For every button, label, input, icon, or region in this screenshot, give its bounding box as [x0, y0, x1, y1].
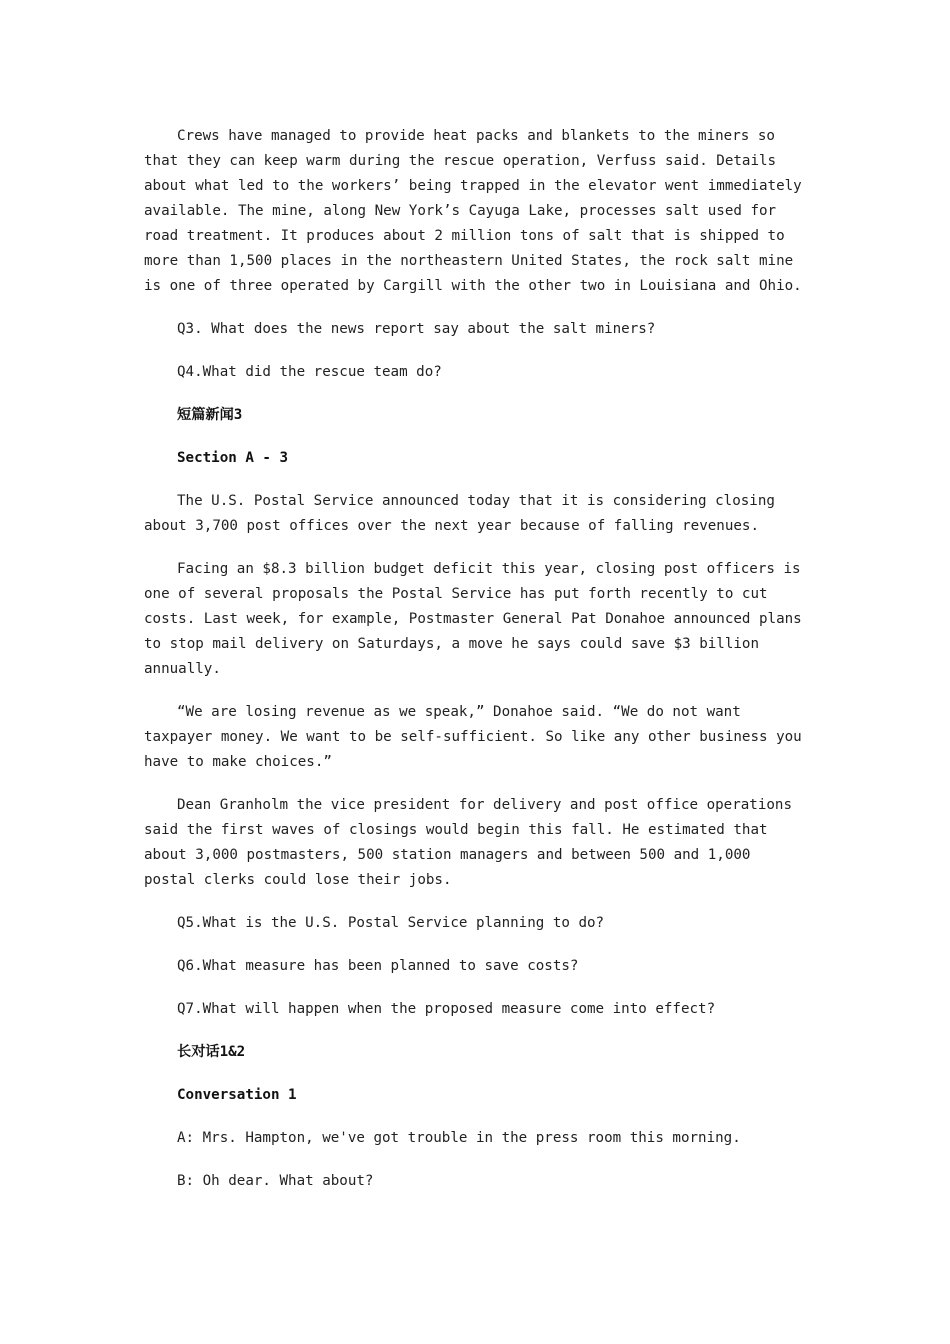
heading-long-conversation: 长对话1&2: [177, 1044, 246, 1060]
question-q6: Q6.What measure has been planned to save costs?: [177, 958, 579, 974]
heading-section-a-3: Section A - 3: [177, 450, 289, 466]
paragraph-granholm: Dean Granholm the vice president for delivery and post office operations said the first waves of closings would begin this fall. He estimated that about 3,000 postmasters, 500 station managers and between 500 and 1,000 postal clerks could lose their jobs.: [144, 797, 792, 888]
heading-short-news-3: 短篇新闻3: [177, 407, 243, 423]
paragraph-rescue-details: Crews have managed to provide heat packs and blankets to the miners so that they can keep warm during the rescue operation, Verfuss said. Details about what led to the workers’ being trapped in the elevator went immediately available. The mine, along New York’s Cayuga Lake, processes salt used for road treatment. It produces about 2 million tons of salt that is shipped to more than 1,500 places in the northeastern United States, the rock salt mine is one of three operated by Cargill with the other two in Louisiana and Ohio.: [144, 128, 802, 294]
paragraph-postal-announcement: The U.S. Postal Service announced today that it is considering closing about 3,700 post offices over the next year because of falling revenues.: [144, 493, 775, 534]
dialogue-line-b: B: Oh dear. What about?: [177, 1173, 374, 1189]
question-q5: Q5.What is the U.S. Postal Service planning to do?: [177, 915, 605, 931]
document-page: [144, 124, 810, 1212]
question-q4: Q4.What did the rescue team do?: [177, 364, 442, 380]
paragraph-budget-deficit: Facing an $8.3 billion budget deficit this year, closing post officers is one of several proposals the Postal Service has put forth recently to cut costs. Last week, for example, Postmaster General Pat Donahoe announced plans to stop mail delivery on Saturdays, a move he says could save $3 billion annually.: [144, 561, 802, 677]
heading-conversation-1: Conversation 1: [177, 1087, 297, 1103]
question-q7: Q7.What will happen when the proposed measure come into effect?: [177, 1001, 716, 1017]
question-q3: Q3. What does the news report say about the salt miners?: [177, 321, 656, 337]
paragraph-donahoe-quote: “We are losing revenue as we speak,” Donahoe said. “We do not want taxpayer money. We want to be self-sufficient. So like any other business you have to make choices.”: [144, 704, 802, 770]
dialogue-line-a: A: Mrs. Hampton, we've got trouble in the press room this morning.: [177, 1130, 741, 1146]
